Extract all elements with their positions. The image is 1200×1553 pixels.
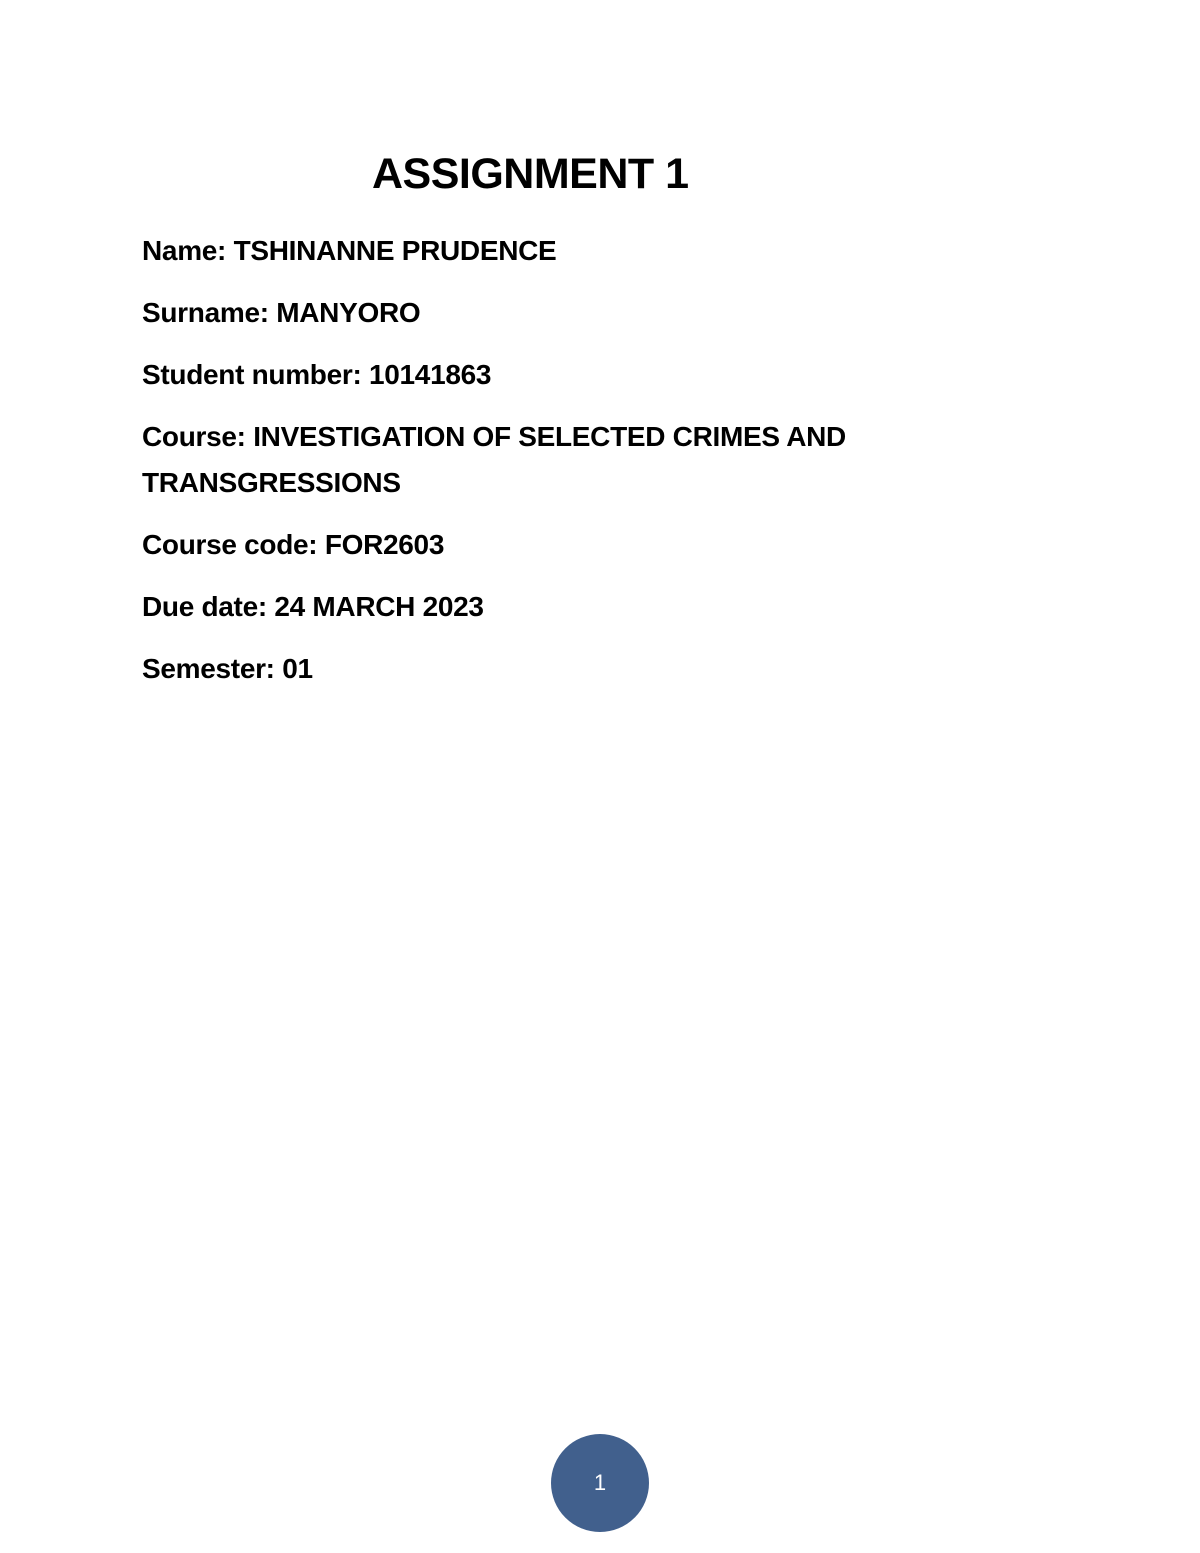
student-number-field bbox=[142, 352, 942, 398]
page-number-badge bbox=[551, 1434, 649, 1532]
semester-field bbox=[142, 646, 942, 692]
due-date-field bbox=[142, 584, 942, 630]
course-label: Course: bbox=[142, 421, 246, 452]
surname-label: Surname: bbox=[142, 297, 269, 328]
name-label: Name: bbox=[142, 235, 227, 266]
surname-field bbox=[142, 290, 942, 336]
semester-value: 01 bbox=[282, 653, 313, 684]
name-field bbox=[142, 228, 942, 274]
student-number-value: 10141863 bbox=[368, 359, 492, 390]
page-number: 1 bbox=[593, 1470, 607, 1495]
course-code-field bbox=[142, 522, 942, 568]
course-field bbox=[142, 414, 902, 506]
document-title: ASSIGNMENT 1 bbox=[372, 150, 689, 198]
due-date-label: Due date: bbox=[142, 591, 267, 622]
student-number-label: Student number: bbox=[142, 359, 362, 390]
due-date-value: 24 MARCH 2023 bbox=[274, 591, 484, 622]
course-value: INVESTIGATION OF SELECTED CRIMES AND TRANSGRESSIONS bbox=[142, 421, 846, 498]
student-details bbox=[142, 228, 942, 708]
course-code-label: Course code: bbox=[142, 529, 318, 560]
course-code-value: FOR2603 bbox=[324, 529, 445, 560]
surname-value: MANYORO bbox=[276, 297, 421, 328]
semester-label: Semester: bbox=[142, 653, 275, 684]
name-value: TSHINANNE PRUDENCE bbox=[233, 235, 557, 266]
